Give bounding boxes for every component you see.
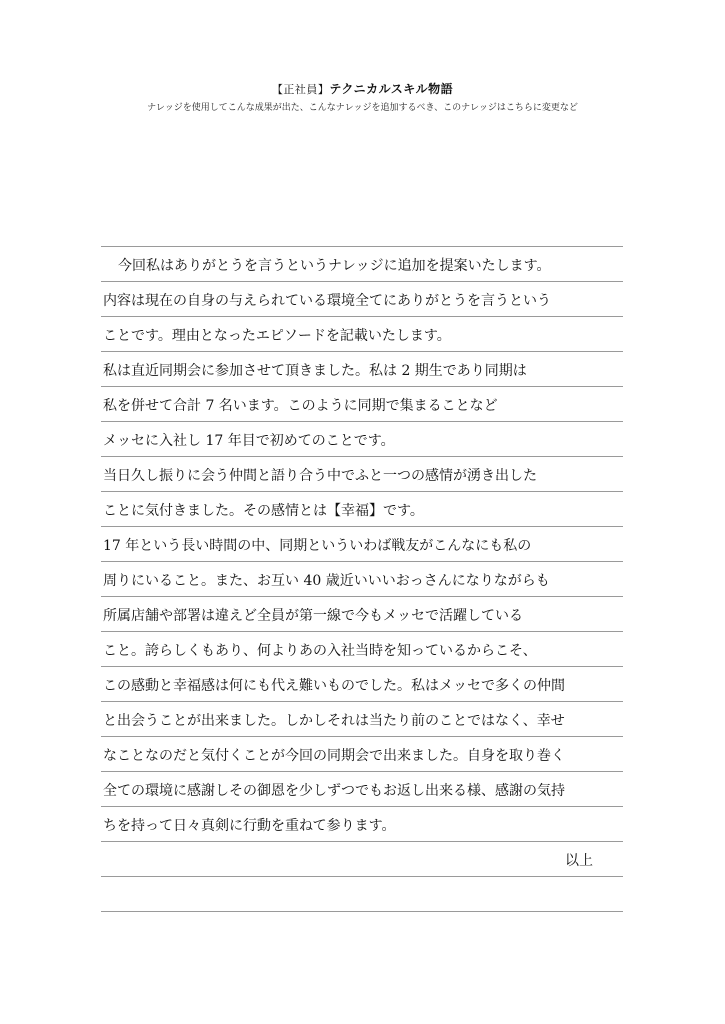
text-line: 私を併せて合計 7 名います。このように同期で集まることなど <box>101 387 623 422</box>
text-line: 当日久し振りに会う仲間と語り合う中でふと一つの感情が湧き出した <box>101 457 623 492</box>
text-line: 周りにいること。また、お互い 40 歳近いいいおっさんになりながらも <box>101 562 623 597</box>
text-line: なことなのだと気付くことが今回の同期会で出来ました。自身を取り巻く <box>101 737 623 772</box>
text-line: ことです。理由となったエピソードを記載いたします。 <box>101 317 623 352</box>
text-line: 所属店舗や部署は違えど全員が第一線で今もメッセで活躍している <box>101 597 623 632</box>
title-text: テクニカルスキル物語 <box>329 82 454 96</box>
text-line: 今回私はありがとうを言うというナレッジに追加を提案いたします。 <box>101 247 623 282</box>
closing-line <box>101 842 623 877</box>
closing-text: 以上 <box>565 853 593 869</box>
text-line: メッセに入社し 17 年目で初めてのことです。 <box>101 422 623 457</box>
text-line: と出会うことが出来ました。しかしそれは当たり前のことではなく、幸せ <box>101 702 623 737</box>
title-tag: 【正社員】 <box>271 83 330 96</box>
text-line: 全ての環境に感謝しその御恩を少しずつでもお返し出来る様、感謝の気持 <box>101 772 623 807</box>
document-subtitle: ナレッジを使用してこんな成果が出た、こんなナレッジを追加するべき、このナレッジはこちらに変更など <box>147 103 578 113</box>
ruled-text-area <box>101 246 623 912</box>
document-title <box>0 80 725 97</box>
text-line: ことに気付きました。その感情とは【幸福】です。 <box>101 492 623 527</box>
empty-line <box>101 877 623 912</box>
text-line: この感動と幸福感は何にも代え難いものでした。私はメッセで多くの仲間 <box>101 667 623 702</box>
text-line: 内容は現在の自身の与えられている環境全てにありがとうを言うという <box>101 282 623 317</box>
text-line: こと。誇らしくもあり、何よりあの入社当時を知っているからこそ、 <box>101 632 623 667</box>
text-line: ちを持って日々真剣に行動を重ねて参ります。 <box>101 807 623 842</box>
text-line: 私は直近同期会に参加させて頂きました。私は 2 期生であり同期は <box>101 352 623 387</box>
text-line: 17 年という長い時間の中、同期といういわば戦友がこんなにも私の <box>101 527 623 562</box>
